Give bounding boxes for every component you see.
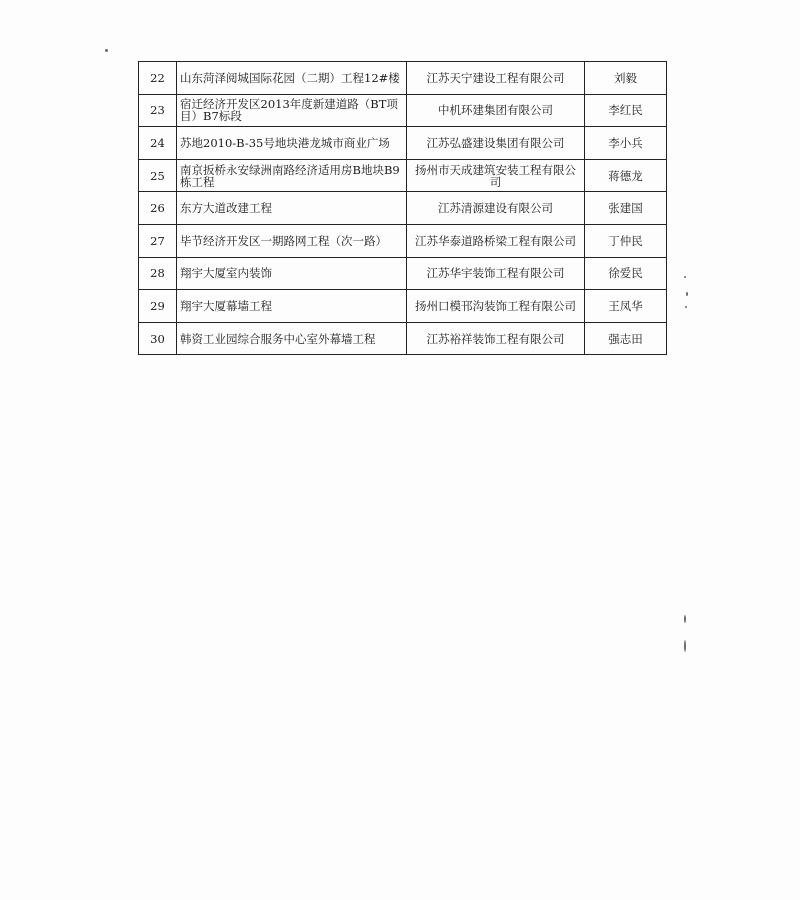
manager-name: 刘毅 xyxy=(585,62,667,95)
table-row xyxy=(139,224,667,257)
project-name: 苏地2010-B-35号地块港龙城市商业广场 xyxy=(177,127,407,160)
row-number: 23 xyxy=(139,94,177,127)
row-number: 22 xyxy=(139,62,177,95)
company-name: 扬州市天成建筑安装工程有限公司 xyxy=(407,159,585,192)
project-name: 山东菏泽阅城国际花园（二期）工程12#楼 xyxy=(177,62,407,95)
company-name: 扬州口模邗沟装饰工程有限公司 xyxy=(407,290,585,323)
row-number: 24 xyxy=(139,127,177,160)
row-number: 30 xyxy=(139,322,177,355)
scan-speck xyxy=(684,615,686,623)
manager-name: 徐爱民 xyxy=(585,257,667,290)
project-manager-table xyxy=(138,61,667,355)
company-name: 江苏清源建设有限公司 xyxy=(407,192,585,225)
table-row xyxy=(139,290,667,323)
table-row xyxy=(139,127,667,160)
manager-name: 强志田 xyxy=(585,322,667,355)
project-name: 韩资工业园综合服务中心室外幕墙工程 xyxy=(177,322,407,355)
table-row xyxy=(139,94,667,127)
project-name: 翔宇大厦幕墙工程 xyxy=(177,290,407,323)
table-row xyxy=(139,257,667,290)
row-number: 28 xyxy=(139,257,177,290)
manager-name: 李红民 xyxy=(585,94,667,127)
manager-name: 丁仲民 xyxy=(585,224,667,257)
scan-speck xyxy=(684,640,686,652)
project-name: 南京扳桥永安绿洲南路经济适用房B地块B9栋工程 xyxy=(177,159,407,192)
company-name: 江苏天宁建设工程有限公司 xyxy=(407,62,585,95)
manager-name: 李小兵 xyxy=(585,127,667,160)
company-name: 江苏弘盛建设集团有限公司 xyxy=(407,127,585,160)
scan-speck xyxy=(686,292,688,296)
scan-speck xyxy=(684,276,686,278)
company-name: 江苏华泰道路桥梁工程有限公司 xyxy=(407,224,585,257)
table-row xyxy=(139,159,667,192)
manager-name: 蒋德龙 xyxy=(585,159,667,192)
company-name: 中机环建集团有限公司 xyxy=(407,94,585,127)
manager-name: 王凤华 xyxy=(585,290,667,323)
project-name: 翔宇大厦室内装饰 xyxy=(177,257,407,290)
table-row xyxy=(139,62,667,95)
company-name: 江苏华宇装饰工程有限公司 xyxy=(407,257,585,290)
row-number: 26 xyxy=(139,192,177,225)
table-row xyxy=(139,322,667,355)
scan-speck xyxy=(685,306,687,308)
row-number: 27 xyxy=(139,224,177,257)
scan-speck xyxy=(105,49,108,52)
project-name: 毕节经济开发区一期路网工程（次一路） xyxy=(177,224,407,257)
table-row xyxy=(139,192,667,225)
company-name: 江苏裕祥装饰工程有限公司 xyxy=(407,322,585,355)
manager-name: 张建国 xyxy=(585,192,667,225)
row-number: 29 xyxy=(139,290,177,323)
row-number: 25 xyxy=(139,159,177,192)
project-name: 东方大道改建工程 xyxy=(177,192,407,225)
project-name: 宿迁经济开发区2013年度新建道路（BT项目）B7标段 xyxy=(177,94,407,127)
